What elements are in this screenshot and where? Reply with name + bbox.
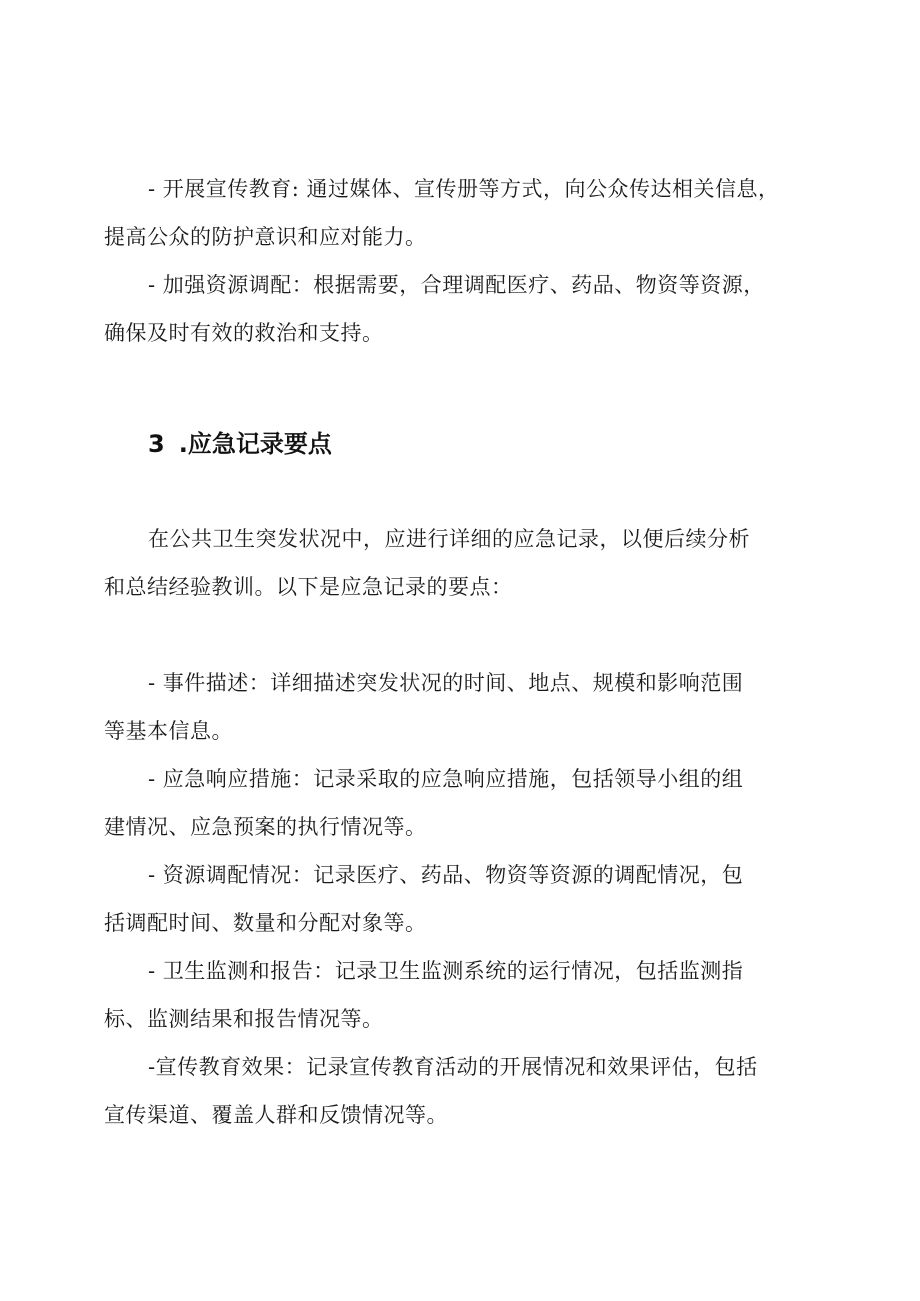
list-item-line: - 应急响应措施：记录采取的应急响应措施，包括领导小组的组 xyxy=(148,767,744,791)
section-heading xyxy=(148,422,332,466)
list-item-resources xyxy=(104,261,765,357)
list-item-line: - 开展宣传教育: 通过媒体、宣传册等方式，向公众传达相关信息， xyxy=(148,177,780,201)
list-item-line: 建情况、应急预案的执行情况等。 xyxy=(104,815,427,839)
list-item-line: 括调配时间、数量和分配对象等。 xyxy=(104,911,427,935)
paragraph-line: 在公共卫生突发状况中，应进行详细的应急记录，以便后续分析 xyxy=(148,527,750,551)
list-item-publicity xyxy=(104,165,780,261)
intro-paragraph xyxy=(104,515,750,611)
list-item-event-description xyxy=(104,659,743,755)
list-item-line: -宣传教育效果：记录宣传教育活动的开展情况和效果评估，包括 xyxy=(148,1055,758,1079)
list-item-line: - 资源调配情况：记录医疗、药品、物资等资源的调配情况，包 xyxy=(148,863,744,887)
list-item-line: 宣传渠道、覆盖人群和反馈情况等。 xyxy=(104,1103,448,1127)
list-item-line: 标、监测结果和报告情况等。 xyxy=(104,1007,384,1031)
list-item-line: - 卫生监测和报告：记录卫生监测系统的运行情况，包括监测指 xyxy=(148,959,744,983)
list-item-line: 确保及时有效的救治和支持。 xyxy=(104,321,384,345)
list-item-resource-allocation xyxy=(104,851,743,947)
list-item-health-monitoring xyxy=(104,947,743,1043)
list-item-line: - 事件描述：详细描述突发状况的时间、地点、规模和影响范围 xyxy=(148,671,744,695)
list-item-response-measures xyxy=(104,755,743,851)
list-item-line: - 加强资源调配：根据需要，合理调配医疗、药品、物资等资源， xyxy=(148,273,765,297)
section-title: .应急记录要点 xyxy=(178,430,332,458)
paragraph-line: 和总结经验教训。以下是应急记录的要点： xyxy=(104,575,513,599)
section-number: 3 xyxy=(148,430,165,458)
list-item-line: 提高公众的防护意识和应对能力。 xyxy=(104,225,427,249)
list-item-line: 等基本信息。 xyxy=(104,719,233,743)
list-item-publicity-effect xyxy=(104,1043,758,1139)
